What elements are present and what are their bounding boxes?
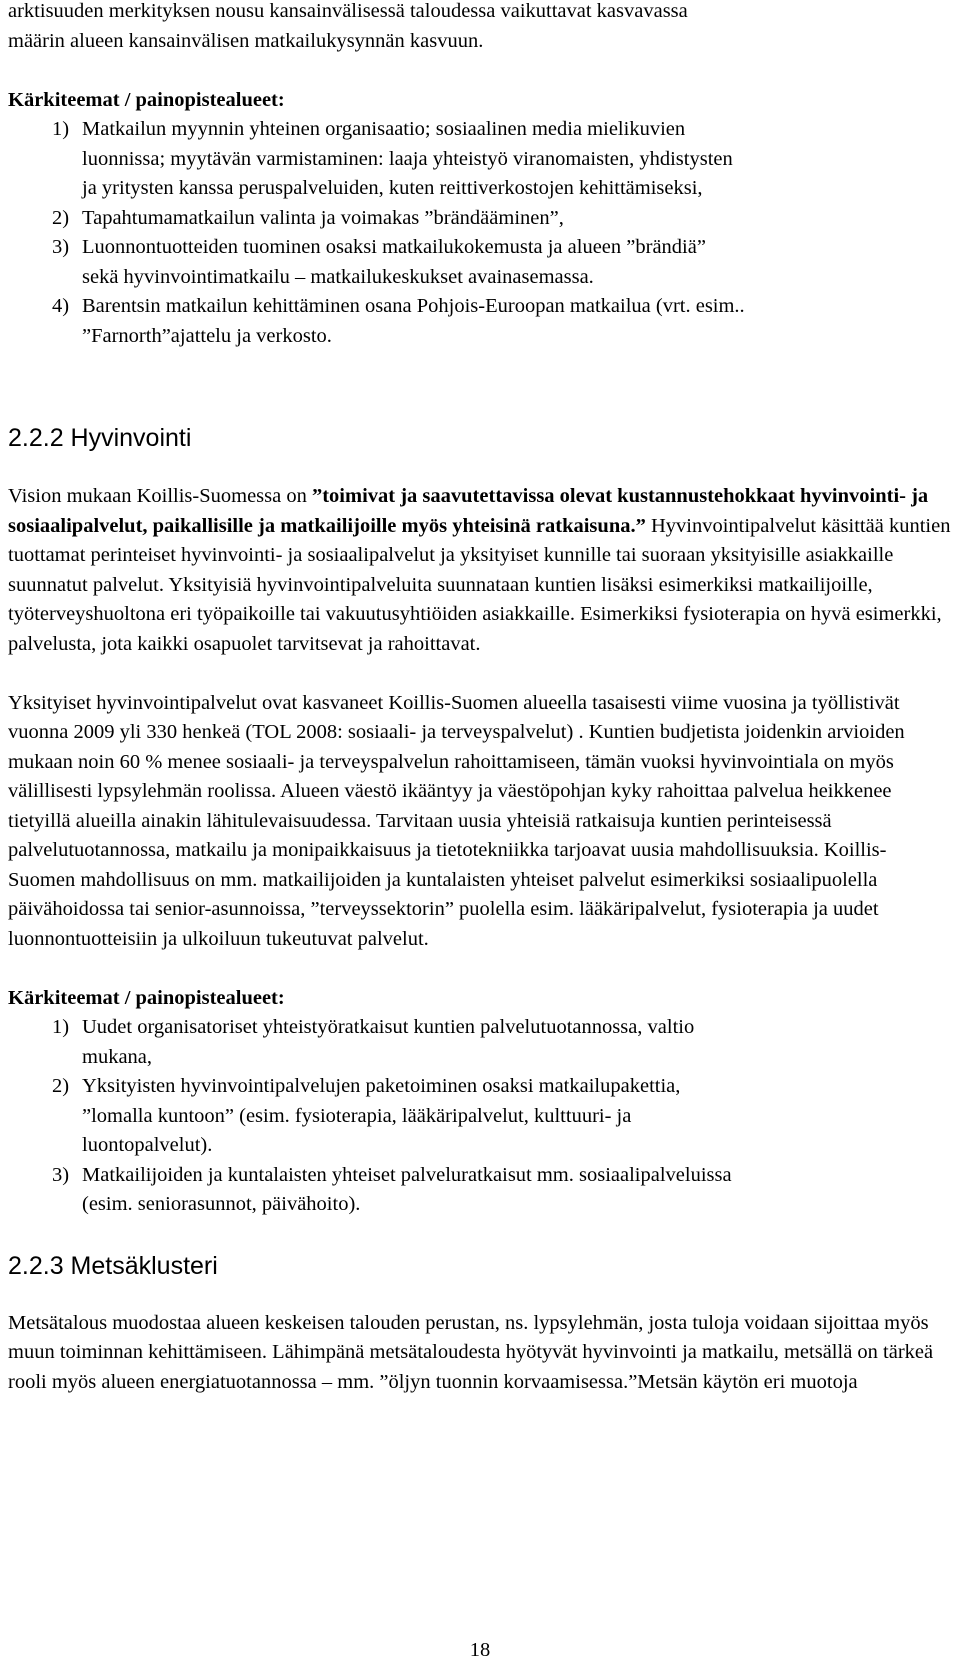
- intro-line-2: määrin alueen kansainvälisen matkailukysynnän kasvuun.: [8, 29, 484, 52]
- list-item: [8, 115, 952, 204]
- list-item-line: Yksityisten hyvinvointipalvelujen paketoiminen osaksi matkailupakettia,: [82, 1075, 681, 1097]
- list-item: [8, 233, 952, 292]
- wellbeing-paragraph-2: Yksityiset hyvinvointipalvelut ovat kasvaneet Koillis-Suomen alueella tasaisesti viime vuosina ja työllistivät vuonna 2009 yli 330 henkeä (TOL 2008: sosiaali- ja terveyspalvelut) . Kuntien budjetista joidenkin arvioiden mukaan noin 60 % menee sosiaali- ja terveyspalvelun rahoittamiseen, tämän vuoksi hyvinvointiala on myös välillisesti lypsylehmän roolissa. Alueen väestö ikääntyy ja väestöpohjan kyky rahoittaa palvelua heikkenee tietyillä alueilla ainakin lähitulevaisuudessa. Tarvitaan uusia yhteisiä ratkaisuja kuntien perinteisessä palvelutuotannossa, matkailu ja monipaikkaisuus ja tietotekniikka tarjoavat uusia mahdollisuuksia. Koillis-Suomen mahdollisuus on mm. matkailijoiden ja kuntalaisten yhteiset palvelut esimerkiksi sosiaalipuolella päivähoidossa tai senior-asunnoissa, ”terveyssektorin” puolella esim. lääkäripalvelut, fysioterapia ja uudet luonnontuotteisiin ja ulkoiluun tukeutuvat palvelut.: [8, 691, 905, 950]
- list-item-line: Tapahtumamatkailun valinta ja voimakas ”brändääminen”,: [82, 206, 564, 229]
- list-item-line: luontopalvelut).: [82, 1134, 213, 1156]
- list-item-line: ja yritysten kanssa peruspalveluiden, kuten reittiverkostojen kehittämiseksi,: [82, 177, 703, 199]
- list-item-number: 2): [52, 206, 70, 229]
- wellbeing-p1-lead: Vision mukaan Koillis-Suomessa on: [8, 485, 312, 507]
- list-item-line: luonnissa; myytävän varmistaminen: laaja yhteistyö viranomaisten, yhdistysten: [82, 147, 733, 170]
- wellbeing-p1-rest: Hyvinvointipalvelut käsittää kuntien tuottamat perinteiset hyvinvointi- ja sosiaalipalvelut ja yksityiset kunnille tai suoraan yksityisille asiakkaille suunnatut palvelut. Yksityisiä hyvinvointipalveluita suunnataan kuntien lisäksi esimerkiksi matkailijoille, työterveyshuoltona eri työpaikoille tai vakuutusyhtiöiden asiakkaille. Esimerkiksi fysioterapia on hyvä esimerkki, palvelusta, jota kaikki osapuolet tarvitsevat ja rahoittavat.: [8, 514, 951, 655]
- list-item-line: Barentsin matkailun kehittäminen osana Pohjois-Euroopan matkailua (vrt. esim..: [82, 295, 745, 317]
- forest-paragraph-1: Metsätalous muodostaa alueen keskeisen talouden perustan, ns. lypsylehmän, josta tuloja voidaan sijoittaa myös muun toiminnan kehittämiseen. Lähimpänä metsätaloudesta hyötyvät hyvinvointi ja matkailu, metsällä on tärkeä rooli myös alueen energiatuotannossa – mm. ”öljyn tuonnin korvaamisessa.”Metsän käytön eri muotoja: [8, 1311, 934, 1393]
- list-item-line: Matkailijoiden ja kuntalaisten yhteiset palveluratkaisut mm. sosiaalipalveluissa: [82, 1163, 732, 1186]
- tourism-focus-heading: Kärkiteemat / painopistealueet:: [8, 88, 285, 111]
- list-item-number: 1): [52, 118, 70, 140]
- tourism-focus-list: [8, 115, 952, 351]
- wellbeing-paragraph-1: [8, 482, 952, 659]
- section-title-wellbeing: 2.2.2 Hyvinvointi: [8, 424, 192, 452]
- intro-line-1: arktisuuden merkityksen nousu kansainvälisessä taloudessa vaikuttavat kasvavassa: [8, 0, 688, 22]
- list-item-number: 4): [52, 295, 70, 317]
- list-item: [8, 204, 952, 234]
- list-item-line: ”Farnorth”ajattelu ja verkosto.: [82, 324, 332, 347]
- list-item: [8, 292, 952, 351]
- page-number: 18: [469, 1639, 491, 1661]
- list-item-number: 3): [52, 1163, 70, 1186]
- list-item: [8, 1013, 952, 1072]
- list-item: [8, 1161, 952, 1220]
- document-page: [8, 0, 952, 1397]
- wellbeing-focus-heading: Kärkiteemat / painopistealueet:: [8, 986, 285, 1009]
- list-item-line: ”lomalla kuntoon” (esim. fysioterapia, lääkäripalvelut, kulttuuri- ja: [82, 1104, 632, 1127]
- list-item-line: Matkailun myynnin yhteinen organisaatio; sosiaalinen media mielikuvien: [82, 118, 686, 140]
- list-item-number: 3): [52, 236, 70, 258]
- list-item-line: Luonnontuotteiden tuominen osaksi matkailukokemusta ja alueen ”brändiä”: [82, 236, 706, 258]
- wellbeing-focus-list: [8, 1013, 952, 1220]
- list-item-line: sekä hyvinvointimatkailu – matkailukeskukset avainasemassa.: [82, 265, 594, 288]
- list-item-line: (esim. seniorasunnot, päivähoito).: [82, 1193, 361, 1215]
- wellbeing-p1-vision-quote: ”toimivat ja saavutettavissa olevat kustannustehokkaat hyvinvointi- ja sosiaalipalvelut, paikallisille ja matkailijoille myös yhteisinä ratkaisuna.”: [8, 485, 929, 537]
- list-item-line: Uudet organisatoriset yhteistyöratkaisut kuntien palvelutuotannossa, valtio: [82, 1016, 695, 1038]
- section-title-forest-cluster: 2.2.3 Metsäklusteri: [8, 1251, 218, 1280]
- list-item-number: 2): [52, 1075, 70, 1097]
- list-item-line: mukana,: [82, 1045, 153, 1068]
- list-item-number: 1): [52, 1016, 70, 1038]
- list-item: [8, 1072, 952, 1161]
